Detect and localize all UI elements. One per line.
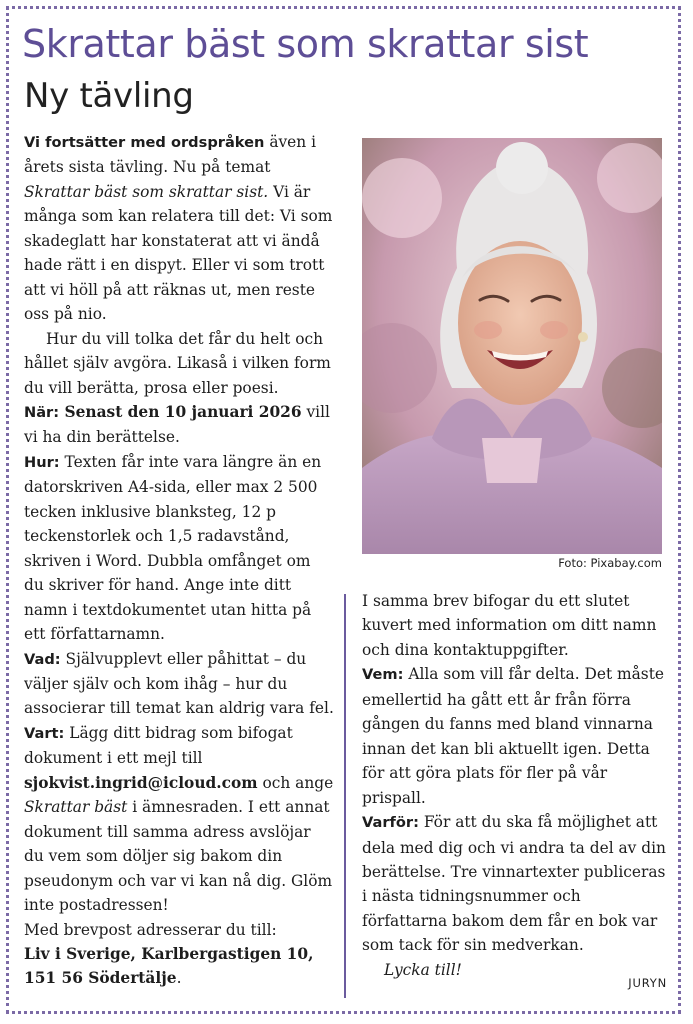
when-text: vill vi ha din berättelse. [24,402,330,447]
address-end: . [176,969,182,988]
laughing-woman-photo [362,138,662,554]
why-section [362,810,667,958]
address-line-1: Liv i Sverige, Karlbergastigen 10, [24,944,314,963]
what-label: Vad: [24,650,61,668]
address-line-2: 151 56 Södertälje [24,969,177,988]
interpretation-paragraph: Hur du vill tolka det får du helt och hållet själv avgöra. Likaså i vilken form du vill berätta, prosa eller poesi. [24,329,331,397]
intro-text-b: Vi är många som kan relatera till det: Vi som skadeglatt har konstaterat att vi ändå hade rätt i en dispyt. Eller vi som trott att vi höll på att räknas ut, men reste oss på nio. [24,182,333,324]
intro-paragraph [24,130,334,327]
who-section [362,662,667,810]
how-text: Texten får inte vara längre än en datorskriven A4-sida, eller max 2 500 tecken inklusive blanksteg, 12 p teckenstorlek och 1,5 radavstånd, skriven i Word. Dubbla omfånget om du skriver för hand. Ange inte ditt namn i textdokumentet utan hitta på ett författarnamn. [24,452,322,644]
what-section [24,647,334,721]
mail-intro: Med brevpost adresserar du till: [24,920,277,939]
when-section [24,400,334,450]
closing-line: Lycka till! [384,960,462,979]
email-address[interactable]: sjokvist.ingrid@icloud.com [24,773,258,792]
page-subtitle: Ny tävling [24,76,194,116]
postal-address [24,942,334,991]
where-text-c: i ämnesraden. I ett annat dokument till samma adress avslöjar du vem som döljer sig bakom din pseudonym och var vi kan nå dig. Glöm inte postadressen! [24,798,333,915]
intro-lead: Vi fortsätter med ordspråken [24,134,265,151]
where-text-a: Lägg ditt bidrag som bifogat dokument i ett mejl till [24,723,293,768]
where-text-b: och ange [257,773,334,792]
signature: JURYN [628,976,667,990]
envelope-paragraph: I samma brev bifogar du ett slutet kuvert med information om ditt namn och dina kontaktuppgifter. [362,592,657,659]
how-section [24,450,334,647]
intro-text-a: även i årets sista tävling. Nu på temat [24,133,317,177]
where-section [24,721,334,918]
why-label: Varför: [362,814,419,832]
how-label: Hur: [24,453,60,471]
left-column [24,130,334,991]
who-label: Vem: [362,666,404,684]
intro-theme: Skrattar bäst som skrattar sist. [24,182,269,201]
page-title: Skrattar bäst som skrattar sist [22,22,589,66]
when-label: När: [24,403,60,421]
deadline: Senast den 10 januari 2026 [59,402,302,421]
portrait-illustration [362,138,662,554]
subject-line: Skrattar bäst [24,798,128,817]
right-column [362,589,667,982]
photo-credit: Foto: Pixabay.com [558,556,662,570]
who-text: Alla som vill får delta. Det måste emellertid ha gått ett år från förra gången du fanns med bland vinnarna innan det kan bli aktuellt igen. Detta för att göra plats för fler på vår prispall. [362,665,664,807]
what-text: Självupplevt eller påhittat – du väljer själv och kom ihåg – hur du associerar till temat kan aldrig vara fel. [24,649,334,718]
where-label: Vart: [24,724,65,742]
column-divider [344,594,346,998]
why-text: För att du ska få möjlighet att dela med dig och vi andra ta del av din berättelse. Tre vinnartexter publiceras i nästa tidningsnummer och författarna bakom dem får en bok var som tack för sin medverkan. [362,813,666,955]
